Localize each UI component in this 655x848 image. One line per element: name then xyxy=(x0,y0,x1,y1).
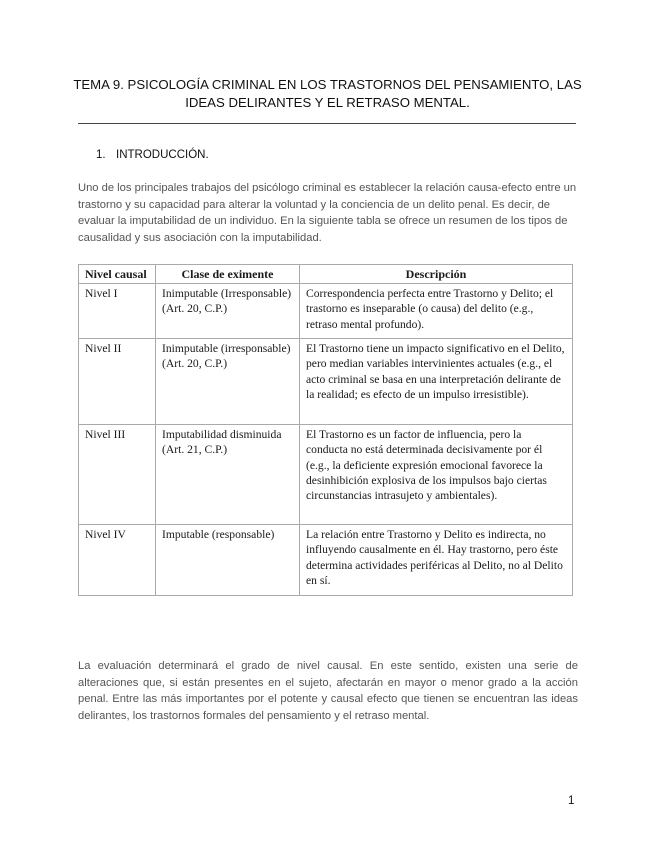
cell-clase: Inimputable (irresponsable) (Art. 20, C.P.) xyxy=(156,339,300,425)
cell-descripcion: Correspondencia perfecta entre Trastorno y Delito; el trastorno es inseparable (o causa) del delito (e.g., retraso mental profundo). xyxy=(300,284,573,339)
cell-descripcion: El Trastorno tiene un impacto significativo en el Delito, pero median variables intervinientes actuales (e.g., el acto criminal se basa en una interpretación delirante de la realidad; es efecto de un impulso irresistible). xyxy=(300,339,573,425)
cell-nivel: Nivel III xyxy=(79,425,156,525)
header-descripcion: Descripción xyxy=(300,265,573,284)
cell-nivel: Nivel II xyxy=(79,339,156,425)
table-row xyxy=(79,284,573,339)
section-heading xyxy=(96,149,209,161)
section-number: 1. xyxy=(96,149,106,161)
table-header-row xyxy=(79,265,573,284)
intro-paragraph: Uno de los principales trabajos del psicólogo criminal es establecer la relación causa-efecto entre un trastorno y su capacidad para alterar la voluntad y la conciencia de un delito penal. Es decir, de evaluar la imputabilidad de un individuo. En la siguiente tabla se ofrece un resumen de los tipos de causalidad y sus asociación con la imputabilidad. xyxy=(78,182,577,244)
closing-paragraph: La evaluación determinará el grado de nivel causal. En este sentido, existen una serie de alteraciones que, si están presentes en el sujeto, afectarán en mayor o menor grado a la acción penal. Entre las más importantes por el potente y causal efecto que tienen se encuentran las ideas delirantes, los trastornos formales del pensamiento y el retraso mental. xyxy=(78,660,578,722)
cell-clase: Inimputable (Irresponsable) (Art. 20, C.P.) xyxy=(156,284,300,339)
page-number: 1 xyxy=(568,795,575,807)
cell-descripcion: El Trastorno es un factor de influencia, pero la conducta no está determinada decisivamente por él (e.g., la deficiente expresión emocional favorece la desinhibición explosiva de los impulsos bajo ciertas circunstancias intrasujeto y ambientales). xyxy=(300,425,573,525)
title-divider xyxy=(78,123,576,124)
cell-descripcion: La relación entre Trastorno y Delito es indirecta, no influyendo causalmente en él. Hay trastorno, pero éste determina actividades periféricas al Delito, no al Delito en sí. xyxy=(300,525,573,596)
cell-clase: Imputabilidad disminuida (Art. 21, C.P.) xyxy=(156,425,300,525)
table-row xyxy=(79,525,573,596)
page-title: TEMA 9. PSICOLOGÍA CRIMINAL EN LOS TRASTORNOS DEL PENSAMIENTO, LAS IDEAS DELIRANTES Y EL RETRASO MENTAL. xyxy=(73,77,582,110)
cell-nivel: Nivel I xyxy=(79,284,156,339)
table-row xyxy=(79,425,573,525)
cell-nivel: Nivel IV xyxy=(79,525,156,596)
section-title: INTRODUCCIÓN. xyxy=(116,149,209,161)
cell-clase: Imputable (responsable) xyxy=(156,525,300,596)
causality-table xyxy=(78,264,573,596)
table-row xyxy=(79,339,573,425)
header-clase-eximente: Clase de eximente xyxy=(156,265,300,284)
header-nivel-causal: Nivel causal xyxy=(79,265,156,284)
